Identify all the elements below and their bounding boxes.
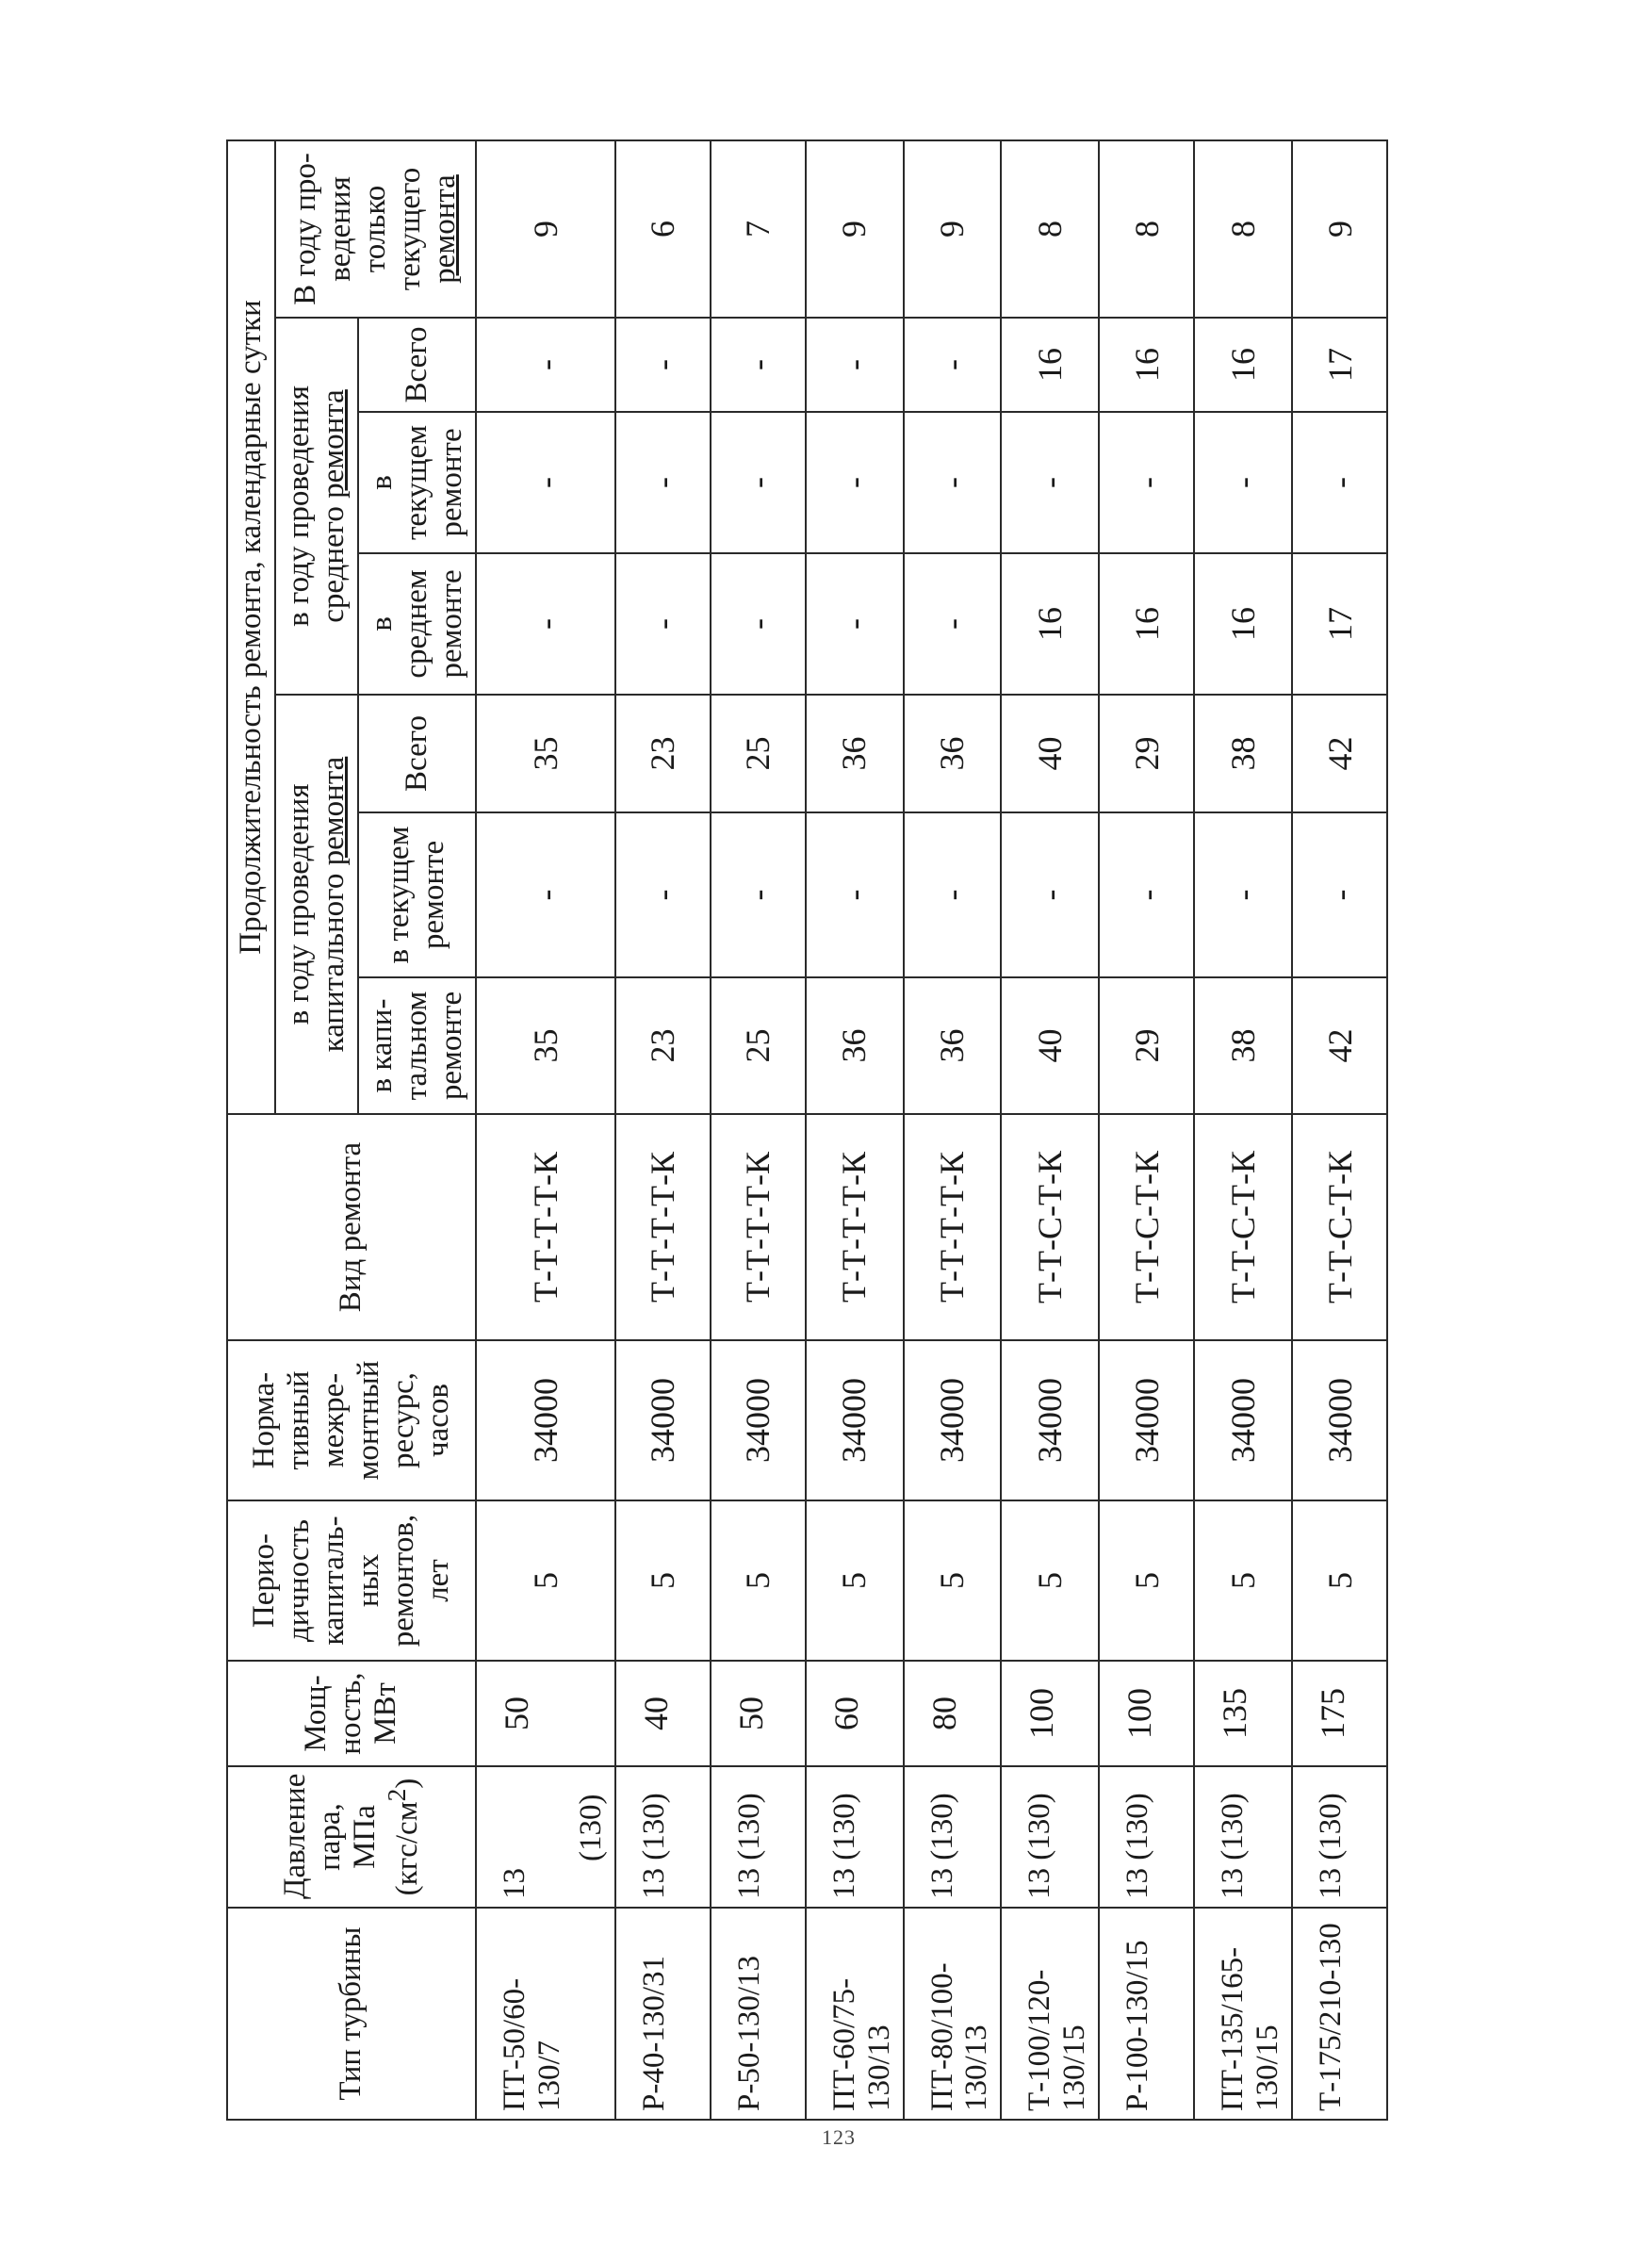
power-cell: 175 <box>1292 1661 1387 1766</box>
steam-pressure-cell <box>1194 1766 1292 1908</box>
table-row <box>1194 140 1292 2120</box>
header-steam-pressure: Давление пара, МПа $(кгс/см^2)$ <box>227 1766 476 1908</box>
medium-year-current-days-cell: - <box>711 412 806 553</box>
overhaul-period-cell: 5 <box>711 1500 806 1661</box>
pressure-value: 13 <box>497 1868 532 1899</box>
normative-resource-cell: 34000 <box>806 1340 904 1500</box>
overhaul-period-cell: 5 <box>1292 1500 1387 1661</box>
normative-resource-cell: 34000 <box>1001 1340 1099 1500</box>
capital-year-total-cell: 38 <box>1194 695 1292 812</box>
medium-year-current-days-cell: - <box>615 412 711 553</box>
power-cell: 50 <box>711 1661 806 1766</box>
turbine-type-cell: Т-100/120-130/15 <box>1001 1908 1099 2120</box>
pressure-value: 13 (130) <box>731 1793 766 1899</box>
power-cell: 100 <box>1001 1661 1099 1766</box>
turbine-type-cell: ПТ-60/75-130/13 <box>806 1908 904 2120</box>
overhaul-period-cell: 5 <box>615 1500 711 1661</box>
pressure-value: 13 (130) <box>1216 1793 1251 1899</box>
overhaul-period-cell: 5 <box>806 1500 904 1661</box>
steam-pressure-cell <box>711 1766 806 1908</box>
steam-pressure-cell <box>1292 1766 1387 1908</box>
medium-year-total-cell: - <box>806 318 904 412</box>
steam-pressure-cell <box>806 1766 904 1908</box>
medium-repair-days-cell: 16 <box>1099 553 1194 695</box>
turbine-type-cell: Т-175/210-130 <box>1292 1908 1387 2120</box>
capital-year-current-days-cell: - <box>1194 812 1292 977</box>
normative-resource-cell: 34000 <box>1099 1340 1194 1500</box>
pressure-value: 13 (130) <box>1022 1793 1057 1899</box>
underlined-word: ремонта <box>316 756 351 866</box>
overhaul-period-cell: 5 <box>1001 1500 1099 1661</box>
header-medium-repair-year: в году проведения среднего ремонта <box>275 318 358 695</box>
header-cap-total: Всего <box>358 695 476 812</box>
turbine-type-cell: Р-50-130/13 <box>711 1908 806 2120</box>
medium-repair-days-cell: 16 <box>1001 553 1099 695</box>
steam-pressure-cell <box>615 1766 711 1908</box>
repair-kind-cell: Т-Т-С-Т-К <box>1099 1114 1194 1340</box>
medium-year-current-days-cell: - <box>1194 412 1292 553</box>
underlined-word: ремонта <box>316 389 351 499</box>
repair-kind-cell: Т-Т-С-Т-К <box>1194 1114 1292 1340</box>
pressure-kgf-value: (130) <box>573 1794 608 1861</box>
current-only-days-cell: 9 <box>806 140 904 318</box>
medium-repair-days-cell: - <box>711 553 806 695</box>
current-only-days-cell: 9 <box>904 140 1002 318</box>
normative-resource-cell: 34000 <box>1194 1340 1292 1500</box>
header-in-capital-repair: в капи-тальном ремонте <box>358 977 476 1114</box>
underlined-word: ремонта <box>427 174 462 284</box>
turbine-type-cell: Р-40-130/31 <box>615 1908 711 2120</box>
steam-pressure-cell <box>476 1766 615 1908</box>
repair-kind-cell: Т-Т-Т-Т-К <box>904 1114 1002 1340</box>
capital-year-current-days-cell: - <box>1001 812 1099 977</box>
medium-repair-days-cell: - <box>806 553 904 695</box>
medium-repair-days-cell: - <box>615 553 711 695</box>
normative-resource-cell: 34000 <box>711 1340 806 1500</box>
overhaul-period-cell: 5 <box>1194 1500 1292 1661</box>
table-row <box>806 140 904 2120</box>
pressure-value: 13 (130) <box>1314 1793 1349 1899</box>
steam-pressure-cell <box>1099 1766 1194 1908</box>
normative-resource-cell: 34000 <box>615 1340 711 1500</box>
capital-year-current-days-cell: - <box>615 812 711 977</box>
capital-repair-days-cell: 36 <box>806 977 904 1114</box>
turbine-type-cell: Р-100-130/15 <box>1099 1908 1194 2120</box>
capital-repair-days-cell: 38 <box>1194 977 1292 1114</box>
header-power: Мощ-ность, МВт <box>227 1661 476 1766</box>
capital-repair-days-cell: 29 <box>1099 977 1194 1114</box>
capital-year-current-days-cell: - <box>476 812 615 977</box>
normative-resource-cell: 34000 <box>1292 1340 1387 1500</box>
pressure-value: 13 (130) <box>924 1793 959 1899</box>
repair-kind-cell: Т-Т-С-Т-К <box>1292 1114 1387 1340</box>
capital-year-total-cell: 23 <box>615 695 711 812</box>
capital-year-current-days-cell: - <box>806 812 904 977</box>
overhaul-period-cell: 5 <box>1099 1500 1194 1661</box>
capital-repair-days-cell: 23 <box>615 977 711 1114</box>
overhaul-period-cell: 5 <box>904 1500 1002 1661</box>
capital-year-total-cell: 42 <box>1292 695 1387 812</box>
turbine-type-cell: ПТ-135/165-130/15 <box>1194 1908 1292 2120</box>
table-row <box>1099 140 1194 2120</box>
capital-year-current-days-cell: - <box>904 812 1002 977</box>
current-only-days-cell: 7 <box>711 140 806 318</box>
repair-kind-cell: Т-Т-Т-Т-К <box>806 1114 904 1340</box>
medium-year-current-days-cell: - <box>1292 412 1387 553</box>
medium-repair-days-cell: - <box>904 553 1002 695</box>
steam-pressure-cell <box>1001 1766 1099 1908</box>
header-repair-duration: Продолжительность ремонта, календарные сутки <box>227 140 275 1114</box>
capital-year-total-cell: 25 <box>711 695 806 812</box>
table-row <box>1292 140 1387 2120</box>
pressure-value: 13 (130) <box>1120 1793 1155 1899</box>
medium-repair-days-cell: - <box>476 553 615 695</box>
medium-year-total-cell: 17 <box>1292 318 1387 412</box>
header-capital-repair-year: в году проведения капитального ремонта <box>275 695 358 1114</box>
repair-duration-table <box>226 139 1388 2121</box>
capital-year-current-days-cell: - <box>711 812 806 977</box>
current-only-days-cell: 8 <box>1099 140 1194 318</box>
current-only-days-cell: 6 <box>615 140 711 318</box>
table-row <box>615 140 711 2120</box>
header-cap-in-current-repair: в текущем ремонте <box>358 812 476 977</box>
medium-year-total-cell: - <box>476 318 615 412</box>
current-only-days-cell: 9 <box>1292 140 1387 318</box>
table-row <box>476 140 615 2120</box>
repair-kind-cell: Т-Т-Т-Т-К <box>476 1114 615 1340</box>
pressure-value: 13 (130) <box>636 1793 671 1899</box>
medium-year-current-days-cell: - <box>476 412 615 553</box>
medium-repair-days-cell: 17 <box>1292 553 1387 695</box>
normative-resource-cell: 34000 <box>476 1340 615 1500</box>
repair-kind-cell: Т-Т-С-Т-К <box>1001 1114 1099 1340</box>
capital-year-total-cell: 35 <box>476 695 615 812</box>
header-mid-total: Всего <box>358 318 476 412</box>
medium-year-current-days-cell: - <box>806 412 904 553</box>
capital-repair-days-cell: 36 <box>904 977 1002 1114</box>
header-overhaul-period: Перио-дичность капиталь-ных ремонтов, лет <box>227 1500 476 1661</box>
capital-repair-days-cell: 25 <box>711 977 806 1114</box>
turbine-type-cell: ПТ-50/60-130/7 <box>476 1908 615 2120</box>
medium-year-total-cell: - <box>711 318 806 412</box>
current-only-days-cell: 8 <box>1194 140 1292 318</box>
header-normative-resource: Норма-тивный межре-монтный ресурс, часов <box>227 1340 476 1500</box>
header-in-medium-repair: в среднем ремонте <box>358 553 476 695</box>
medium-year-current-days-cell: - <box>1001 412 1099 553</box>
table-row <box>711 140 806 2120</box>
steam-pressure-cell <box>904 1766 1002 1908</box>
pressure-value: 13 (130) <box>826 1793 861 1899</box>
capital-year-total-cell: 36 <box>806 695 904 812</box>
medium-year-current-days-cell: - <box>904 412 1002 553</box>
header-current-repair-only: В году про-ведения только текущего ремонта <box>275 140 476 318</box>
overhaul-period-cell: 5 <box>476 1500 615 1661</box>
repair-kind-cell: Т-Т-Т-Т-К <box>615 1114 711 1340</box>
current-only-days-cell: 9 <box>476 140 615 318</box>
medium-year-current-days-cell: - <box>1099 412 1194 553</box>
power-cell: 80 <box>904 1661 1002 1766</box>
capital-repair-days-cell: 42 <box>1292 977 1387 1114</box>
header-mid-in-current-repair: в текущем ремонте <box>358 412 476 553</box>
capital-year-total-cell: 29 <box>1099 695 1194 812</box>
power-cell: 40 <box>615 1661 711 1766</box>
repair-kind-cell: Т-Т-Т-Т-К <box>711 1114 806 1340</box>
capital-year-total-cell: 40 <box>1001 695 1099 812</box>
power-cell: 135 <box>1194 1661 1292 1766</box>
medium-year-total-cell: - <box>904 318 1002 412</box>
table-body <box>476 140 1388 2120</box>
medium-repair-days-cell: 16 <box>1194 553 1292 695</box>
capital-repair-days-cell: 35 <box>476 977 615 1114</box>
capital-year-total-cell: 36 <box>904 695 1002 812</box>
current-only-days-cell: 8 <box>1001 140 1099 318</box>
header-repair-kind: Вид ремонта <box>227 1114 476 1340</box>
header-turbine-type: Тип турбины <box>227 1908 476 2120</box>
medium-year-total-cell: 16 <box>1099 318 1194 412</box>
power-cell: 50 <box>476 1661 615 1766</box>
power-cell: 60 <box>806 1661 904 1766</box>
page-number: 123 <box>822 2125 856 2149</box>
medium-year-total-cell: 16 <box>1001 318 1099 412</box>
table-row <box>1001 140 1099 2120</box>
medium-year-total-cell: - <box>615 318 711 412</box>
capital-year-current-days-cell: - <box>1292 812 1387 977</box>
normative-resource-cell: 34000 <box>904 1340 1002 1500</box>
medium-year-total-cell: 16 <box>1194 318 1292 412</box>
capital-repair-days-cell: 40 <box>1001 977 1099 1114</box>
power-cell: 100 <box>1099 1661 1194 1766</box>
capital-year-current-days-cell: - <box>1099 812 1194 977</box>
rotated-table-container <box>226 141 1359 2121</box>
table-row <box>904 140 1002 2120</box>
turbine-type-cell: ПТ-80/100-130/13 <box>904 1908 1002 2120</box>
